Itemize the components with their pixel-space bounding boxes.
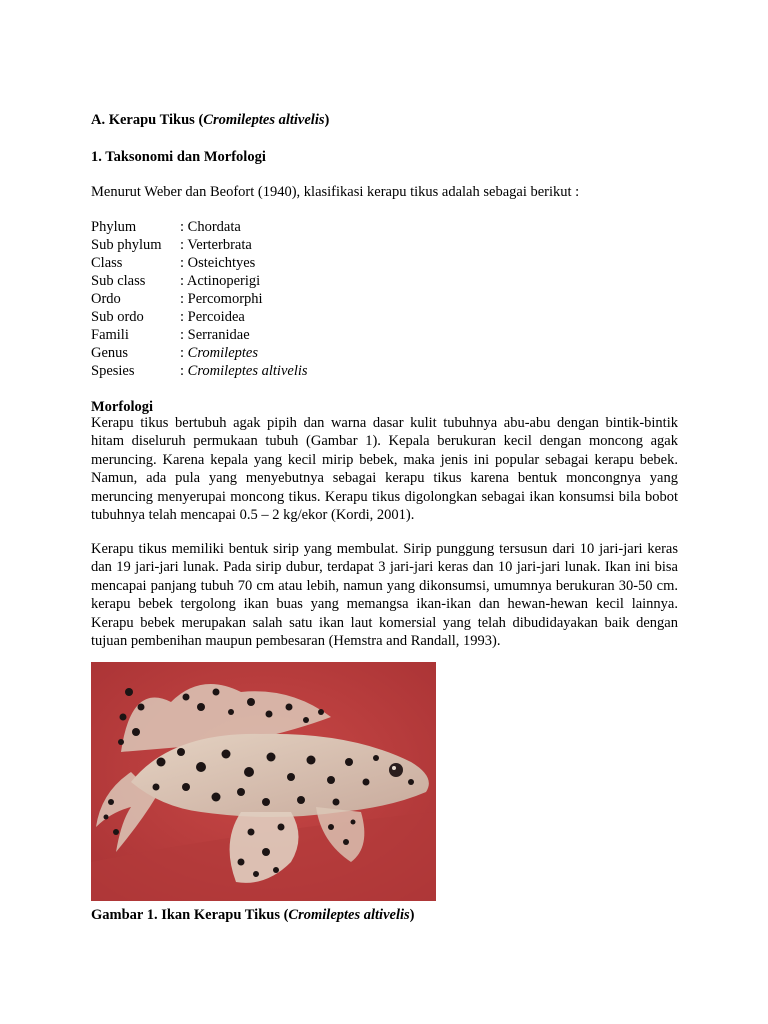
taxonomy-row: [91, 308, 245, 326]
taxonomy-value-italic: Cromileptes altivelis: [187, 363, 308, 379]
taxonomy-row: [91, 254, 255, 272]
figure-caption: [91, 906, 415, 924]
intro-text: Menurut Weber dan Beofort (1940), klasifikasi kerapu tikus adalah sebagai berikut :: [91, 184, 580, 200]
taxonomy-label: Class: [91, 255, 123, 271]
fish-photo: [91, 662, 436, 901]
fish-illustration: [91, 662, 436, 901]
taxonomy-label: Genus: [91, 345, 129, 361]
fish-eye: [389, 763, 403, 777]
taxonomy-label: Sub class: [91, 273, 146, 289]
taxonomy-row: [91, 218, 241, 236]
taxonomy-label: Ordo: [91, 291, 121, 307]
heading-text: A. Kerapu Tikus (: [91, 112, 204, 128]
taxonomy-row: [91, 326, 250, 344]
taxonomy-row: [91, 236, 252, 254]
taxonomy-value-prefix: :: [180, 345, 188, 361]
taxonomy-row: [91, 290, 263, 308]
taxonomy-value: : Verterbrata: [180, 237, 252, 253]
taxonomy-label: Sub ordo: [91, 309, 144, 325]
taxonomy-value: : Osteichtyes: [180, 255, 256, 271]
caption-suffix: ): [409, 907, 415, 923]
taxonomy-row: [91, 272, 260, 290]
paragraph-morfologi: Kerapu tikus bertubuh agak pipih dan warna dasar kulit tubuhnya abu-abu dengan bintik-bintik hitam diseluruh permukaan tubuh (Gambar 1). Kepala berukuran kecil dengan moncong agak meruncing. Karena kepala yang kecil mirip bebek, maka jenis ini popular sebagai kerapu bebek. Namun, ada pula yang menyebutnya sebagai kerapu tikus karena bentuk moncongnya yang meruncing menyerupai moncong tikus. Kerapu tikus digolongkan sebagai ikan konsumsi bila bobot tubuhnya telah mencapai 0.5 – 2 kg/ekor (Kordi, 2001).: [91, 415, 678, 524]
taxonomy-value: : Serranidae: [180, 327, 250, 343]
taxonomy-value: : Actinoperigi: [180, 273, 261, 289]
morfologi-heading: Morfologi: [91, 399, 154, 415]
taxonomy-value: : Chordata: [180, 219, 241, 235]
paragraph-sirip: Kerapu tikus memiliki bentuk sirip yang membulat. Sirip punggung tersusun dari 10 jari-jari keras dan 19 jari-jari lunak. Pada sirip dubur, terdapat 3 jari-jari keras dan 10 jari-jari lunak. Ikan ini bisa mencapai panjang tubuh 70 cm atau lebih, namun yang dikonsumsi, umumnya berukuran 30-50 cm. kerapu bebek tergolong ikan buas yang memangsa ikan-ikan dan hewan-hewan kecil lainnya. Kerapu bebek merupakan salah satu ikan laut komersial yang telah dibudidayakan baik dengan tujuan pembenihan maupun pembesaran (Hemstra and Randall, 1993).: [91, 541, 678, 650]
taxonomy-label: Phylum: [91, 219, 137, 235]
caption-text: Gambar 1. Ikan Kerapu Tikus (: [91, 907, 289, 923]
subsection-heading: 1. Taksonomi dan Morfologi: [91, 149, 266, 165]
taxonomy-row: [91, 344, 258, 362]
taxonomy-value: : Percomorphi: [180, 291, 263, 307]
heading-suffix: ): [324, 112, 330, 128]
heading-species: Cromileptes altivelis: [203, 112, 325, 128]
taxonomy-value: : Percoidea: [180, 309, 245, 325]
taxonomy-value-italic: Cromileptes: [187, 345, 259, 361]
taxonomy-label: Sub phylum: [91, 237, 162, 253]
taxonomy-row: [91, 362, 308, 380]
section-heading: [91, 111, 329, 129]
taxonomy-label: Spesies: [91, 363, 135, 379]
caption-species: Cromileptes altivelis: [288, 907, 410, 923]
taxonomy-value-prefix: :: [180, 363, 188, 379]
taxonomy-label: Famili: [91, 327, 129, 343]
